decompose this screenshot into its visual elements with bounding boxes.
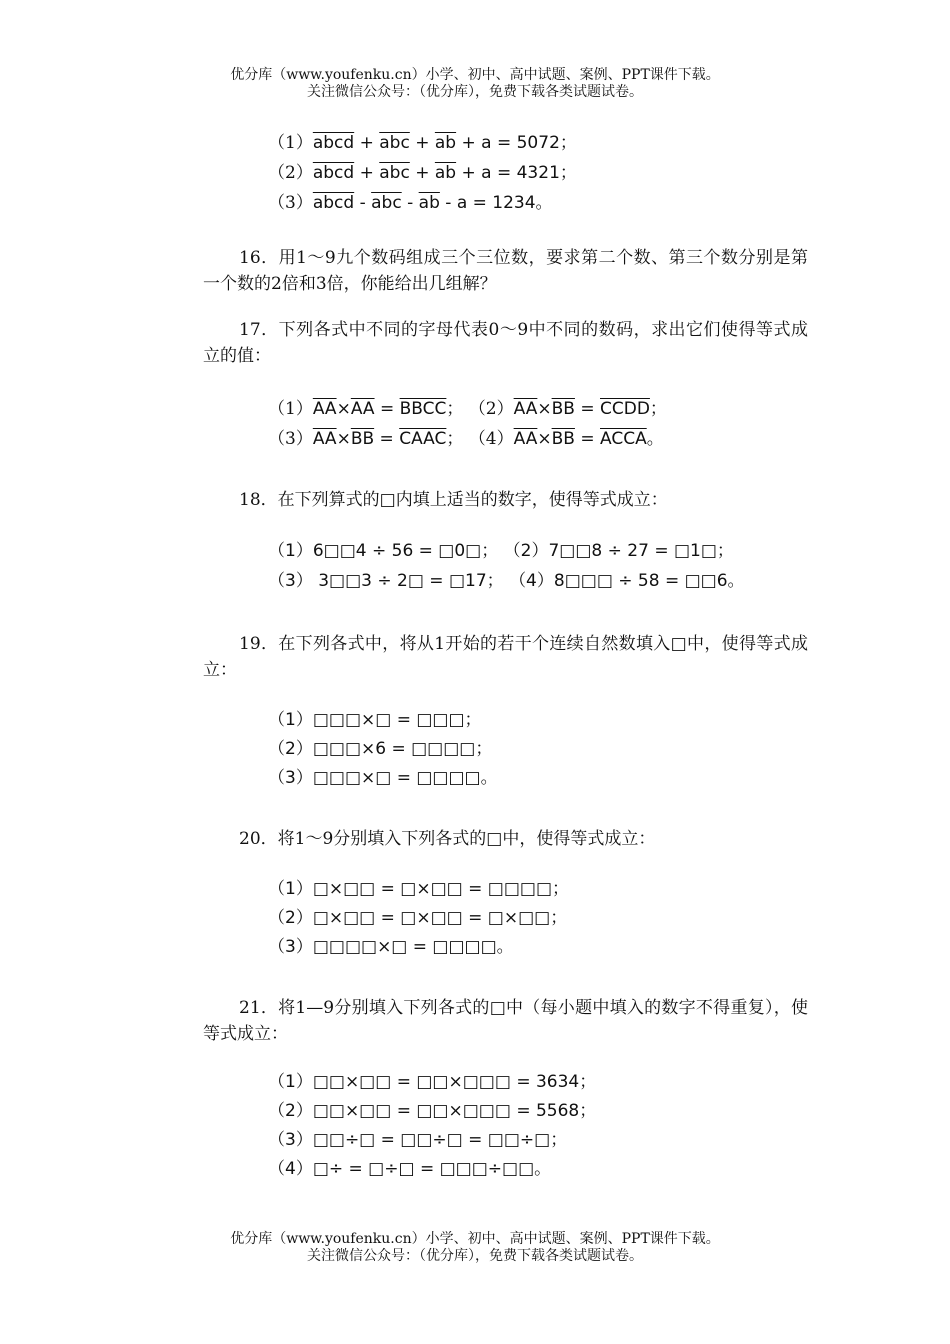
problem-16-text: 16．用1～9九个数码组成三个三位数，要求第二个数、第三个数分别是第一个数的2倍和3倍，你能给出几组解？ [203, 248, 808, 294]
page-header [0, 67, 950, 101]
p18-line-2: （3） 3□□3 ÷ 2□ = □17； （4）8□□□ ÷ 58 = □□6。 [268, 571, 745, 591]
header-line-2: 关注微信公众号：（优分库），免费下载各类试题试卷。 [307, 84, 643, 100]
overline-term: CCDD [600, 399, 650, 419]
overline-term: $\overline{BB}$ [350, 429, 375, 449]
p21-line-2: （2）□□×□□ = □□×□□□ = 5568； [268, 1101, 597, 1121]
header-line-1: 优分库（www.youfenku.cn）小学、初中、高中试题、案例、PPT课件下载。 [230, 67, 720, 83]
overline-term: abcd [312, 163, 355, 183]
p20-line-3: （3）□□□□×□ = □□□□。 [268, 937, 514, 957]
overline-term: $\overline{abc}$ [379, 163, 410, 183]
overline-term: $\overline{BB}$ [551, 429, 575, 449]
p20-line-2: （2）□×□□ = □×□□ = □×□□； [268, 908, 568, 928]
overline-term: $\overline{AA}$ [312, 429, 337, 449]
overline-term: $\overline{ab}$ [418, 193, 440, 213]
overline-term: $\overline{BB}$ [551, 399, 575, 419]
overline-term: $\overline{abc}$ [371, 193, 402, 213]
overline-term: $\overline{ab}$ [434, 133, 457, 153]
overline-term: $\overline{AA}$ [312, 399, 337, 419]
overline-term: ACCA [600, 429, 647, 449]
p15-line-1: （1）abcd + $\overline{abc} + \overline{ab} + a = 5072$； [268, 133, 577, 153]
p21-line-3: （3）□□÷□ = □□÷□ = □□÷□； [268, 1130, 568, 1150]
p17-line-2: $(3)\overline{AA}\times\overline{BB}$ = CAAC； $(4)\overline{AA}\times\overline{BB}$ = ACCA。 [268, 429, 664, 449]
p17-line-1: $(1)\overline{AA}\times\overline{AA}$ = BBCC； $(2)\overline{AA}\times\overline{BB}$ = CCDD； [268, 399, 667, 419]
problem-19-text: 19．在下列各式中，将从1开始的若干个连续自然数填入□中，使得等式成立： [203, 634, 808, 680]
p21-line-4: （4）□÷ = □÷□ = □□□÷□□。 [268, 1159, 552, 1179]
footer-line-2: 关注微信公众号：（优分库），免费下载各类试题试卷。 [307, 1248, 643, 1264]
overline-term: $\overline{abc}$ [379, 133, 410, 153]
overline-term: $\overline{AA}$ [350, 399, 375, 419]
p21-line-1: （1）□□×□□ = □□×□□□ = 3634； [268, 1072, 597, 1092]
p20-line-1: （1）□×□□ = □×□□ = □□□□； [268, 879, 570, 899]
problem-18-text: 18．在下列算式的□内填上适当的数字，使得等式成立： [239, 490, 668, 510]
problem-17-text: 17．下列各式中不同的字母代表0～9中不同的数码，求出它们使得等式成立的值： [203, 320, 808, 366]
p18-line-1: （1）6□□4 ÷ 56 = □0□； （2）7□□8 ÷ 27 = □1□； [268, 541, 734, 561]
overline-term: BBCC [399, 399, 447, 419]
overline-term: CAAC [399, 429, 447, 449]
p19-line-2: （2）□□□×6 = □□□□； [268, 739, 493, 759]
page-footer [0, 1231, 950, 1265]
problem-20-text: 20．将1～9分别填入下列各式的□中，使得等式成立： [239, 829, 656, 849]
footer-line-1: 优分库（www.youfenku.cn）小学、初中、高中试题、案例、PPT课件下载。 [230, 1231, 720, 1247]
p19-line-3: （3）□□□×□ = □□□□。 [268, 768, 498, 788]
overline-term: $\overline{ab}$ [434, 163, 457, 183]
problem-21-text: 21．将1—9分别填入下列各式的□中（每小题中填入的数字不得重复），使等式成立： [203, 998, 808, 1044]
p15-line-2: （2）abcd + $\overline{abc} + \overline{ab} + a = 4321$； [268, 163, 577, 183]
overline-term: $\overline{AA}$ [513, 399, 538, 419]
overline-term: abcd [312, 193, 355, 213]
overline-term: abcd [312, 133, 355, 153]
p19-line-1: （1）□□□×□ = □□□； [268, 710, 482, 730]
overline-term: $\overline{AA}$ [513, 429, 538, 449]
p15-line-3: （3）abcd - $\overline{abc} - \overline{ab} - a = 1234$。 [268, 193, 553, 213]
